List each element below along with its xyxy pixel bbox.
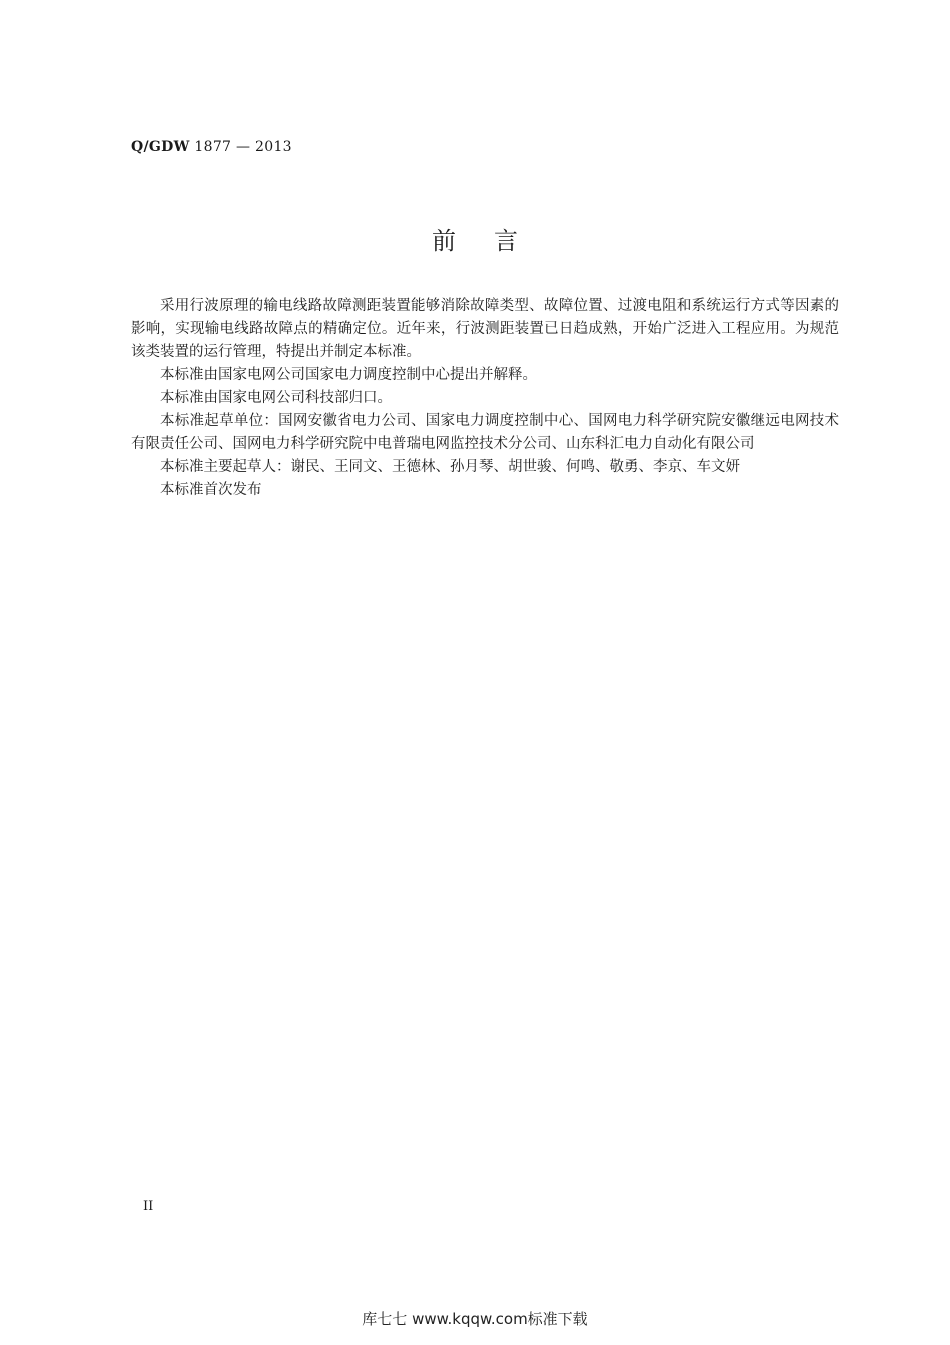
- foreword-body: [131, 295, 839, 502]
- page-title: 前言: [432, 227, 556, 255]
- paragraph: 本标准由国家电网公司科技部归口。: [160, 390, 392, 406]
- paragraph: 本标准主要起草人：谢民、王同文、王德林、孙月琴、胡世骏、何鸣、敬勇、李京、车文妍: [160, 459, 740, 475]
- standard-code: Q/GDW: [131, 139, 190, 155]
- paragraph: 采用行波原理的输电线路故障测距装置能够消除故障类型、故障位置、过渡电阻和系统运行方式等因素的影响，实现输电线路故障点的精确定位。近年来，行波测距装置已日趋成熟，开始广泛进入工程应用。为规范该类装置的运行管理，特提出并制定本标准。: [131, 298, 839, 360]
- footer-watermark: 库七七 www.kqqw.com标准下载: [362, 1310, 588, 1328]
- page-number: II: [143, 1199, 154, 1214]
- paragraph: 本标准由国家电网公司国家电力调度控制中心提出并解释。: [160, 367, 537, 383]
- standard-number: 1877 — 2013: [194, 139, 292, 155]
- paragraph: 本标准起草单位：国网安徽省电力公司、国家电力调度控制中心、国网电力科学研究院安徽继远电网技术有限责任公司、国网电力科学研究院中电普瑞电网监控技术分公司、山东科汇电力自动化有限公司: [131, 413, 839, 452]
- paragraph: 本标准首次发布: [160, 482, 262, 498]
- document-header: [131, 139, 292, 155]
